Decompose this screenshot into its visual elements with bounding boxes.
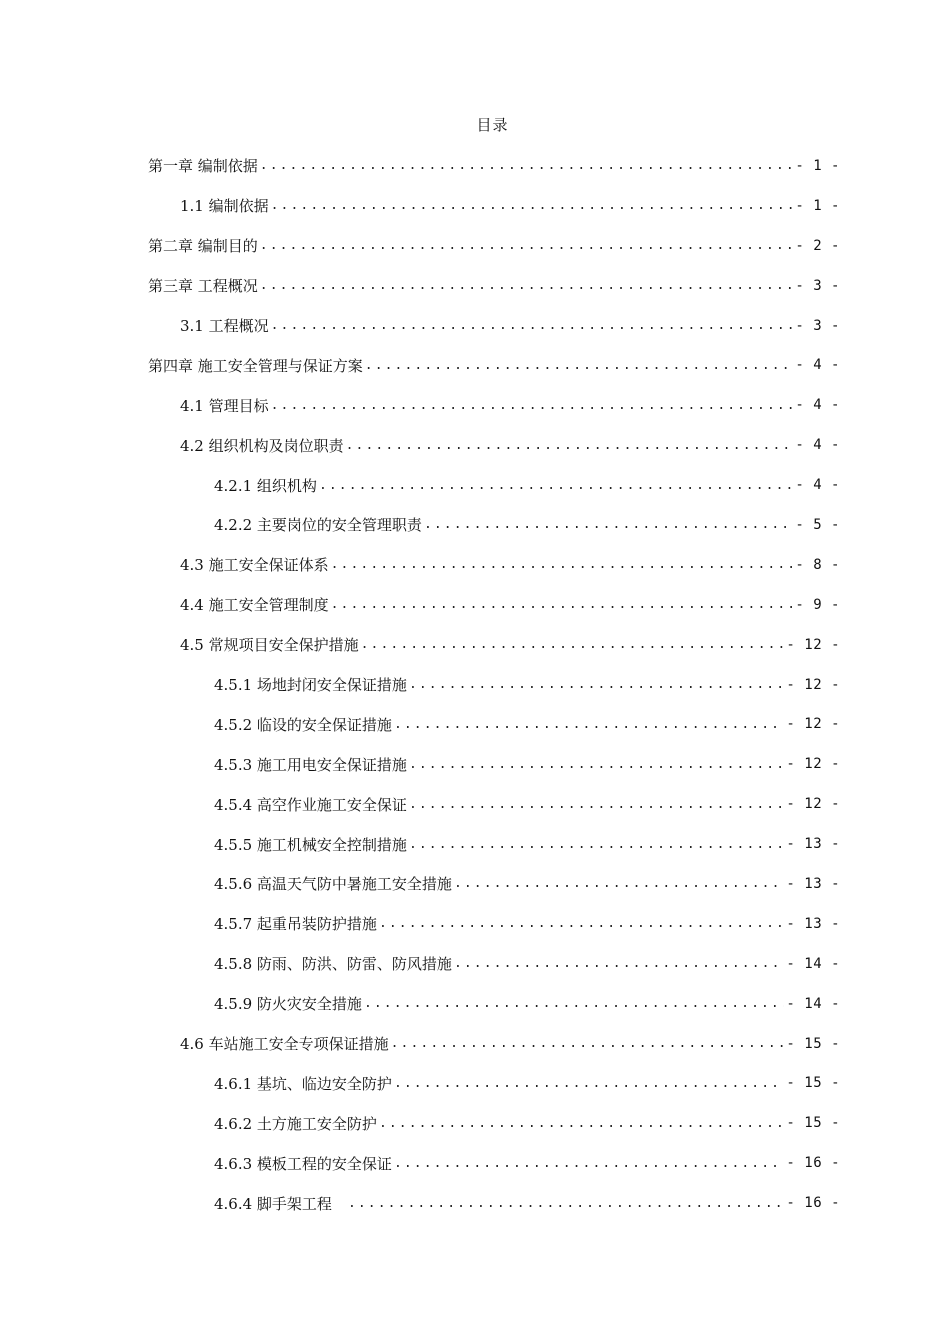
toc-entry-label: 4.2 组织机构及岗位职责 (180, 436, 344, 455)
toc-entry-label: 第四章 施工安全管理与保证方案 (148, 356, 363, 375)
toc-dot-leader (271, 399, 794, 412)
toc-entry-page-number: - 15 - (786, 1035, 840, 1052)
toc-entry-page-number: - 4 - (795, 357, 840, 374)
toc-entry[interactable] (148, 345, 840, 385)
toc-entry-label: 4.2.1 组织机构 (214, 476, 317, 495)
toc-entry[interactable] (148, 425, 840, 465)
toc-dot-leader (348, 1197, 784, 1210)
toc-entry[interactable] (148, 944, 840, 984)
toc-entry-label: 第二章 编制目的 (148, 237, 258, 256)
toc-entry-page-number: - 4 - (795, 397, 840, 414)
toc-entry-page-number: - 3 - (795, 317, 840, 334)
toc-entry[interactable] (148, 625, 840, 665)
toc-entry[interactable] (148, 266, 840, 306)
toc-dot-leader (391, 1037, 785, 1050)
toc-dot-leader (331, 558, 794, 571)
toc-dot-leader (394, 718, 784, 731)
toc-entry[interactable] (148, 784, 840, 824)
toc-entry-page-number: - 15 - (786, 1075, 840, 1092)
toc-entry-page-number: - 13 - (786, 836, 840, 853)
toc-entry-label: 4.5.2 临设的安全保证措施 (214, 715, 392, 734)
toc-dot-leader (319, 479, 793, 492)
toc-entry[interactable] (148, 1143, 840, 1183)
toc-entry[interactable] (148, 186, 840, 226)
toc-entry-label: 3.1 工程概况 (180, 317, 269, 335)
toc-entry-label: 4.5.8 防雨、防洪、防雷、防风措施 (214, 955, 452, 974)
toc-entry[interactable] (148, 665, 840, 705)
toc-entry-page-number: - 12 - (786, 716, 840, 733)
toc-dot-leader (365, 359, 794, 372)
toc-entry[interactable] (148, 585, 840, 625)
toc-entry-page-number: - 9 - (795, 596, 840, 613)
toc-entry-page-number: - 8 - (795, 556, 840, 573)
toc-entry-label: 4.5.3 施工用电安全保证措施 (214, 755, 407, 774)
toc-dot-leader (346, 439, 794, 452)
toc-dot-leader (379, 917, 784, 930)
toc-entry-label: 4.1 管理目标 (180, 396, 269, 415)
toc-entry[interactable] (148, 505, 840, 545)
toc-dot-leader (394, 1077, 784, 1090)
toc-dot-leader (361, 638, 785, 651)
toc-dot-leader (260, 239, 794, 252)
toc-entry-label: 4.6 车站施工安全专项保证措施 (180, 1035, 389, 1054)
toc-title: 目录 (476, 116, 509, 134)
toc-entry-label: 1.1 编制依据 (180, 197, 269, 216)
toc-entry-page-number: - 13 - (786, 915, 840, 932)
toc-dot-leader (409, 678, 784, 691)
toc-entry[interactable] (148, 545, 840, 585)
toc-entry-page-number: - 14 - (786, 995, 840, 1012)
toc-entry[interactable] (148, 1024, 840, 1064)
toc-dot-leader (364, 997, 784, 1010)
toc-entry-page-number: - 16 - (786, 1155, 840, 1172)
toc-entry-label: 4.5.4 高空作业施工安全保证 (214, 795, 407, 814)
toc-entry-label: 4.3 施工安全保证体系 (180, 556, 329, 575)
toc-entry-page-number: - 16 - (786, 1195, 840, 1212)
toc-dot-leader (409, 758, 784, 771)
toc-entry-page-number: - 12 - (786, 796, 840, 813)
toc-entry-label: 4.6.4 脚手架工程 (214, 1194, 332, 1213)
toc-entry-label: 4.6.3 模板工程的安全保证 (214, 1154, 392, 1173)
toc-entry[interactable] (148, 1103, 840, 1143)
toc-entry-label: 4.5.1 场地封闭安全保证措施 (214, 676, 407, 695)
toc-entry-page-number: - 15 - (786, 1115, 840, 1132)
toc-dot-leader (271, 319, 794, 332)
toc-entry[interactable] (148, 744, 840, 784)
toc-entry-page-number: - 12 - (786, 756, 840, 773)
toc-entry-page-number: - 13 - (786, 875, 840, 892)
toc-entry-label: 4.2.2 主要岗位的安全管理职责 (214, 516, 422, 535)
toc-entry-label: 4.5.6 高温天气防中暑施工安全措施 (214, 875, 452, 894)
toc-entry-label: 4.5.9 防火灾安全措施 (214, 995, 362, 1014)
toc-entry-label: 第一章 编制依据 (148, 157, 258, 176)
toc-dot-leader (454, 957, 784, 970)
toc-dot-leader (331, 598, 794, 611)
toc-dot-leader (260, 279, 794, 292)
toc-entry-page-number: - 12 - (786, 636, 840, 653)
toc-entry[interactable] (148, 306, 840, 346)
toc-entry-page-number: - 4 - (795, 437, 840, 454)
toc-entry[interactable] (148, 824, 840, 864)
toc-entry[interactable] (148, 904, 840, 944)
toc-entry[interactable] (148, 704, 840, 744)
toc-entry-label: 第三章 工程概况 (148, 277, 258, 296)
toc-entry-page-number: - 2 - (795, 237, 840, 254)
toc-entry[interactable] (148, 864, 840, 904)
toc-dot-leader (260, 159, 794, 172)
toc-entry[interactable] (148, 984, 840, 1024)
toc-entry[interactable] (148, 226, 840, 266)
toc-entry[interactable] (148, 465, 840, 505)
toc-entry-label: 4.6.2 土方施工安全防护 (214, 1114, 377, 1133)
toc-dot-leader (271, 199, 794, 212)
toc-entry-page-number: - 5 - (795, 516, 840, 533)
toc-entry-label: 4.5.5 施工机械安全控制措施 (214, 835, 407, 854)
toc-entry[interactable] (148, 1063, 840, 1103)
toc-entry-page-number: - 1 - (795, 197, 840, 214)
toc-dot-leader (379, 1117, 784, 1130)
toc-entry-label: 4.5.7 起重吊装防护措施 (214, 915, 377, 934)
toc-entry[interactable] (148, 385, 840, 425)
toc-entry-page-number: - 4 - (795, 477, 840, 494)
toc-entry-label: 4.6.1 基坑、临边安全防护 (214, 1074, 392, 1093)
toc-dot-leader (394, 1157, 784, 1170)
toc-entry-page-number: - 1 - (795, 157, 840, 174)
toc-entry-label: 4.4 施工安全管理制度 (180, 596, 329, 615)
toc-entry[interactable] (148, 1183, 840, 1223)
toc-entry-page-number: - 3 - (795, 277, 840, 294)
toc-dot-leader (424, 518, 793, 531)
table-of-contents (148, 146, 840, 1223)
toc-dot-leader (409, 798, 784, 811)
toc-entry[interactable] (148, 146, 840, 186)
toc-dot-leader (454, 877, 784, 890)
toc-entry-label: 4.5 常规项目安全保护措施 (180, 636, 359, 655)
toc-entry-page-number: - 12 - (786, 676, 840, 693)
toc-entry-page-number: - 14 - (786, 955, 840, 972)
toc-dot-leader (409, 838, 784, 851)
